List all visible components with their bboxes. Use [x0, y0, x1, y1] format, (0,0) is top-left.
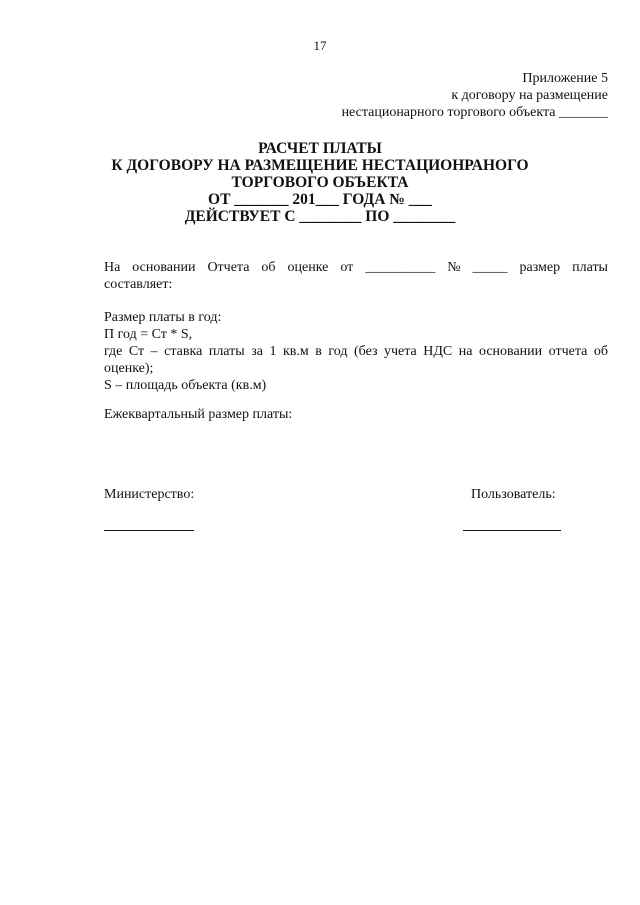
ministry-signature-line	[104, 530, 194, 531]
report-date-blank: __________	[365, 260, 436, 275]
annual-fee-heading: Размер платы в год:	[104, 310, 222, 325]
title-line-1: РАСЧЕТ ПЛАТЫ	[258, 140, 382, 157]
appendix-line-1: Приложение 5	[522, 71, 608, 86]
basis-word: Отчета	[207, 260, 250, 275]
basis-line-1	[104, 259, 608, 276]
appendix-line-3: нестационарного торгового объекта _______	[341, 105, 608, 120]
appendix-line-2: к договору на размещение	[451, 88, 608, 103]
title-line-5: ДЕЙСТВУЕТ С ________ ПО ________	[184, 208, 456, 225]
rate-definition-line-2: оценке);	[104, 361, 154, 376]
fee-formula: П год = Ст * S,	[104, 327, 193, 342]
user-signature-label: Пользователь:	[471, 487, 556, 502]
title-line-4: ОТ _______ 201___ ГОДА № ___	[208, 191, 432, 208]
basis-word: оценке	[287, 260, 329, 275]
document-title	[0, 140, 640, 225]
user-signature-line	[463, 530, 561, 531]
basis-word: об	[261, 260, 276, 275]
ministry-signature-label: Министерство:	[104, 487, 195, 502]
basis-word: платы	[572, 260, 608, 275]
basis-word: от	[340, 260, 354, 275]
basis-word: размер	[519, 260, 561, 275]
quarterly-fee-label: Ежеквартальный размер платы:	[104, 407, 293, 422]
rate-definition-line-1: где Ст – ставка платы за 1 кв.м в год (без учета НДС на основании отчета об	[104, 344, 608, 359]
basis-line-2: составляет:	[104, 277, 173, 292]
title-line-3: ТОРГОВОГО ОБЪЕКТА	[231, 174, 409, 191]
annual-fee-section	[104, 309, 608, 394]
number-sign: №	[447, 260, 461, 275]
page-number: 17	[313, 38, 327, 53]
report-number-blank: _____	[472, 260, 508, 275]
basis-word: основании	[132, 260, 196, 275]
basis-word: На	[104, 260, 121, 275]
appendix-header	[342, 70, 608, 121]
basis-paragraph	[104, 259, 608, 293]
area-definition: S – площадь объекта (кв.м)	[104, 378, 267, 393]
title-line-2: К ДОГОВОРУ НА РАЗМЕЩЕНИЕ НЕСТАЦИОНРАНОГО	[111, 157, 529, 174]
